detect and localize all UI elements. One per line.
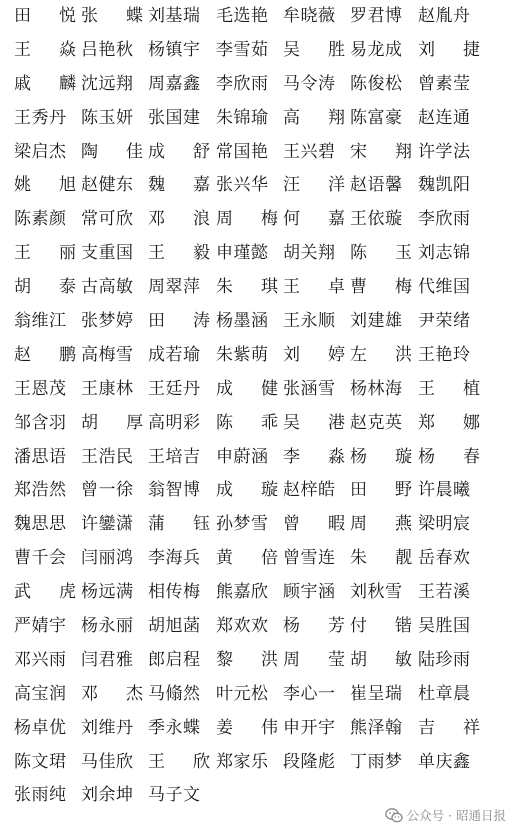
name-row (0, 712, 520, 746)
name-entry: 王 欣 (148, 751, 210, 772)
name-entry: 王恩茂 (14, 378, 67, 399)
name-entry: 顾宇涵 (283, 582, 336, 603)
name-row (0, 644, 520, 678)
name-entry: 高梅雪 (81, 344, 134, 365)
name-entry: 马翛然 (148, 683, 201, 704)
name-entry: 田 野 (350, 480, 412, 501)
name-entry: 李 淼 (283, 446, 345, 467)
name-row (0, 0, 520, 34)
name-entry: 邓兴雨 (14, 649, 67, 670)
name-entry: 宋 翔 (350, 141, 412, 162)
name-entry: 朱锦瑜 (216, 107, 269, 128)
name-entry: 牟晓薇 (283, 6, 336, 26)
name-entry: 季永蝶 (148, 717, 201, 738)
name-entry: 成 璇 (216, 480, 278, 501)
name-entry: 申蔚涵 (216, 446, 269, 467)
name-row (0, 610, 520, 644)
name-entry: 王若溪 (418, 582, 471, 603)
name-row (0, 542, 520, 576)
name-entry: 沈远翔 (81, 73, 134, 94)
name-entry: 翁维江 (14, 311, 67, 332)
name-entry: 武 虎 (14, 582, 76, 603)
name-entry: 申开宇 (283, 717, 336, 738)
name-entry: 杨 芳 (283, 616, 345, 637)
name-entry: 魏思思 (14, 514, 67, 535)
name-entry: 许晨曦 (418, 480, 471, 501)
name-entry: 胡关翔 (283, 243, 336, 264)
name-entry: 李心一 (283, 683, 336, 704)
name-row (0, 169, 520, 203)
name-entry: 熊泽翰 (350, 717, 403, 738)
name-entry: 闫丽鸿 (81, 548, 134, 569)
name-entry: 蒲 钰 (148, 514, 210, 535)
name-entry: 王 卓 (283, 277, 345, 298)
name-entry: 许鑾潇 (81, 514, 134, 535)
name-entry: 张涵雪 (283, 378, 336, 399)
name-row (0, 339, 520, 373)
name-entry: 杨墨涵 (216, 311, 269, 332)
name-entry: 邓 杰 (81, 683, 143, 704)
name-entry: 姚 旭 (14, 175, 76, 196)
name-entry: 高明彩 (148, 412, 201, 433)
name-entry: 杨远满 (81, 582, 134, 603)
name-entry: 刘建雄 (350, 311, 403, 332)
name-entry: 王 丽 (14, 243, 76, 264)
name-entry: 李海兵 (148, 548, 201, 569)
name-entry: 邹含羽 (14, 412, 67, 433)
name-entry: 左 洪 (350, 344, 412, 365)
name-entry: 杨镇宇 (148, 39, 201, 60)
name-entry: 戚 麟 (14, 73, 76, 94)
name-entry: 严婧宇 (14, 616, 67, 637)
name-entry: 郑家乐 (216, 751, 269, 772)
name-row (0, 678, 520, 712)
name-entry: 赵语馨 (350, 175, 403, 196)
name-entry: 曾 暇 (283, 514, 345, 535)
name-entry: 赵克英 (350, 412, 403, 433)
name-entry: 郑欢欢 (216, 616, 269, 637)
name-entry: 陈俊松 (350, 73, 403, 94)
name-entry: 张雨纯 (14, 785, 67, 806)
name-entry: 岳春欢 (418, 548, 471, 569)
name-entry: 吕艳秋 (81, 39, 134, 60)
name-row (0, 271, 520, 305)
name-entry: 王廷丹 (148, 378, 201, 399)
name-entry: 何 嘉 (283, 209, 345, 230)
name-entry: 田 涛 (148, 311, 210, 332)
name-row (0, 746, 520, 780)
name-entry: 相传梅 (148, 582, 201, 603)
name-entry: 尹荣绪 (418, 311, 471, 332)
name-entry: 高宝润 (14, 683, 67, 704)
name-entry: 曹千会 (14, 548, 67, 569)
name-entry: 潘思语 (14, 446, 67, 467)
name-entry: 成若瑜 (148, 344, 201, 365)
name-entry: 赵健东 (81, 175, 134, 196)
name-entry: 陈 玉 (350, 243, 412, 264)
name-entry: 胡 厚 (81, 412, 143, 433)
name-entry: 张兴华 (216, 175, 269, 196)
name-entry: 王艳玲 (418, 344, 471, 365)
name-entry: 黄 倍 (216, 548, 278, 569)
name-entry: 王秀丹 (14, 107, 67, 128)
name-entry: 陈玉妍 (81, 107, 134, 128)
name-entry: 胡旭菡 (148, 616, 201, 637)
name-entry: 曾素莹 (418, 73, 471, 94)
name-entry: 崔呈瑞 (350, 683, 403, 704)
name-entry: 赵梓皓 (283, 480, 336, 501)
name-entry: 陈 乖 (216, 412, 278, 433)
name-entry: 王 焱 (14, 39, 76, 60)
name-entry: 王兴碧 (283, 141, 336, 162)
name-row (0, 407, 520, 441)
name-entry: 马佳欣 (81, 751, 134, 772)
name-row (0, 102, 520, 136)
name-entry: 王 毅 (148, 243, 210, 264)
name-entry: 周 燕 (350, 514, 412, 535)
name-entry: 杨 春 (418, 446, 480, 467)
watermark-label: 公众号 · 昭通日报 (406, 808, 506, 823)
name-entry: 王 植 (418, 378, 480, 399)
name-entry: 周嘉鑫 (148, 73, 201, 94)
name-row (0, 576, 520, 610)
name-entry: 成 舒 (148, 141, 210, 162)
name-row (0, 34, 520, 68)
name-entry: 古高敏 (81, 277, 134, 298)
name-entry: 申瑾懿 (216, 243, 269, 264)
name-entry: 张 蝶 (81, 6, 143, 26)
name-entry: 孙梦雪 (216, 514, 269, 535)
name-entry: 张梦婷 (81, 311, 134, 332)
name-entry: 高 翔 (283, 107, 345, 128)
name-entry: 刘维丹 (81, 717, 134, 738)
name-row (0, 441, 520, 475)
name-entry: 汪 洋 (283, 175, 345, 196)
name-entry: 付 锴 (350, 616, 412, 637)
name-entry: 朱 琪 (216, 277, 278, 298)
name-entry: 魏 嘉 (148, 175, 210, 196)
name-entry: 段隆彪 (283, 751, 336, 772)
name-entry: 代维国 (418, 277, 471, 298)
name-entry: 杨卓优 (14, 717, 67, 738)
name-entry: 张国建 (148, 107, 201, 128)
name-entry: 周翠萍 (148, 277, 201, 298)
name-entry: 魏凯阳 (418, 175, 471, 196)
name-entry: 叶元松 (216, 683, 269, 704)
name-entry: 陈富豪 (350, 107, 403, 128)
name-entry: 陈文珺 (14, 751, 67, 772)
name-entry: 姜 伟 (216, 717, 278, 738)
name-entry: 王依璇 (350, 209, 403, 230)
name-entry: 吉 祥 (418, 717, 480, 738)
name-entry: 闫君雅 (81, 649, 134, 670)
name-entry: 王永顺 (283, 311, 336, 332)
name-entry: 黎 洪 (216, 649, 278, 670)
name-entry: 陆珍雨 (418, 649, 471, 670)
name-entry: 王浩民 (81, 446, 134, 467)
name-entry: 罗君博 (350, 6, 403, 26)
name-entry: 王康林 (81, 378, 134, 399)
name-entry: 刘志锦 (418, 243, 471, 264)
name-entry: 杨林海 (350, 378, 403, 399)
name-entry: 朱 靓 (350, 548, 412, 569)
name-row (0, 203, 520, 237)
name-entry: 许学法 (418, 141, 471, 162)
name-entry: 曾一徐 (81, 480, 134, 501)
name-entry: 邓 浪 (148, 209, 210, 230)
name-entry: 翁智博 (148, 480, 201, 501)
name-entry: 杨 璇 (350, 446, 412, 467)
name-entry: 郑 娜 (418, 412, 480, 433)
name-entry: 胡 泰 (14, 277, 76, 298)
name-entry: 李欣雨 (216, 73, 269, 94)
name-row (0, 68, 520, 102)
name-entry: 吴 胜 (283, 39, 345, 60)
name-entry: 朱紫萌 (216, 344, 269, 365)
name-entry: 刘 婷 (283, 344, 345, 365)
name-entry: 马令涛 (283, 73, 336, 94)
name-entry: 周 莹 (283, 649, 345, 670)
name-row (0, 305, 520, 339)
name-entry: 李欣雨 (418, 209, 471, 230)
name-entry: 赵 鹏 (14, 344, 76, 365)
wechat-icon (385, 808, 403, 823)
name-entry: 熊嘉欣 (216, 582, 269, 603)
name-entry: 田 悦 (14, 6, 76, 26)
name-entry: 赵连通 (418, 107, 471, 128)
watermark (385, 806, 506, 824)
name-entry: 赵胤舟 (418, 6, 471, 26)
name-row (0, 136, 520, 170)
name-entry: 李雪茹 (216, 39, 269, 60)
name-row (0, 508, 520, 542)
name-entry: 胡 敏 (350, 649, 412, 670)
name-entry: 杨永丽 (81, 616, 134, 637)
name-entry: 单庆鑫 (418, 751, 471, 772)
name-entry: 支重国 (81, 243, 134, 264)
name-entry: 杜章晨 (418, 683, 471, 704)
name-entry: 成 健 (216, 378, 278, 399)
name-row (0, 474, 520, 508)
name-entry: 曹 梅 (350, 277, 412, 298)
name-entry: 常国艳 (216, 141, 269, 162)
name-entry: 刘秋雪 (350, 582, 403, 603)
name-entry: 郎启程 (148, 649, 201, 670)
name-entry: 刘 捷 (418, 39, 480, 60)
name-row (0, 373, 520, 407)
name-entry: 刘基瑞 (148, 6, 201, 26)
name-entry: 周 梅 (216, 209, 278, 230)
name-row (0, 237, 520, 271)
name-entry: 刘余坤 (81, 785, 134, 806)
name-entry: 马子文 (148, 785, 201, 806)
name-entry: 易龙成 (350, 39, 403, 60)
name-entry: 陶 佳 (81, 141, 143, 162)
name-entry: 毛选艳 (216, 6, 269, 26)
name-entry: 陈素颜 (14, 209, 67, 230)
name-entry: 曾雪连 (283, 548, 336, 569)
name-entry: 吴胜国 (418, 616, 471, 637)
name-entry: 王培吉 (148, 446, 201, 467)
name-entry: 常可欣 (81, 209, 134, 230)
name-entry: 梁启杰 (14, 141, 67, 162)
name-entry: 梁明宸 (418, 514, 471, 535)
name-entry: 吴 港 (283, 412, 345, 433)
name-entry: 丁雨梦 (350, 751, 403, 772)
name-entry: 郑浩然 (14, 480, 67, 501)
